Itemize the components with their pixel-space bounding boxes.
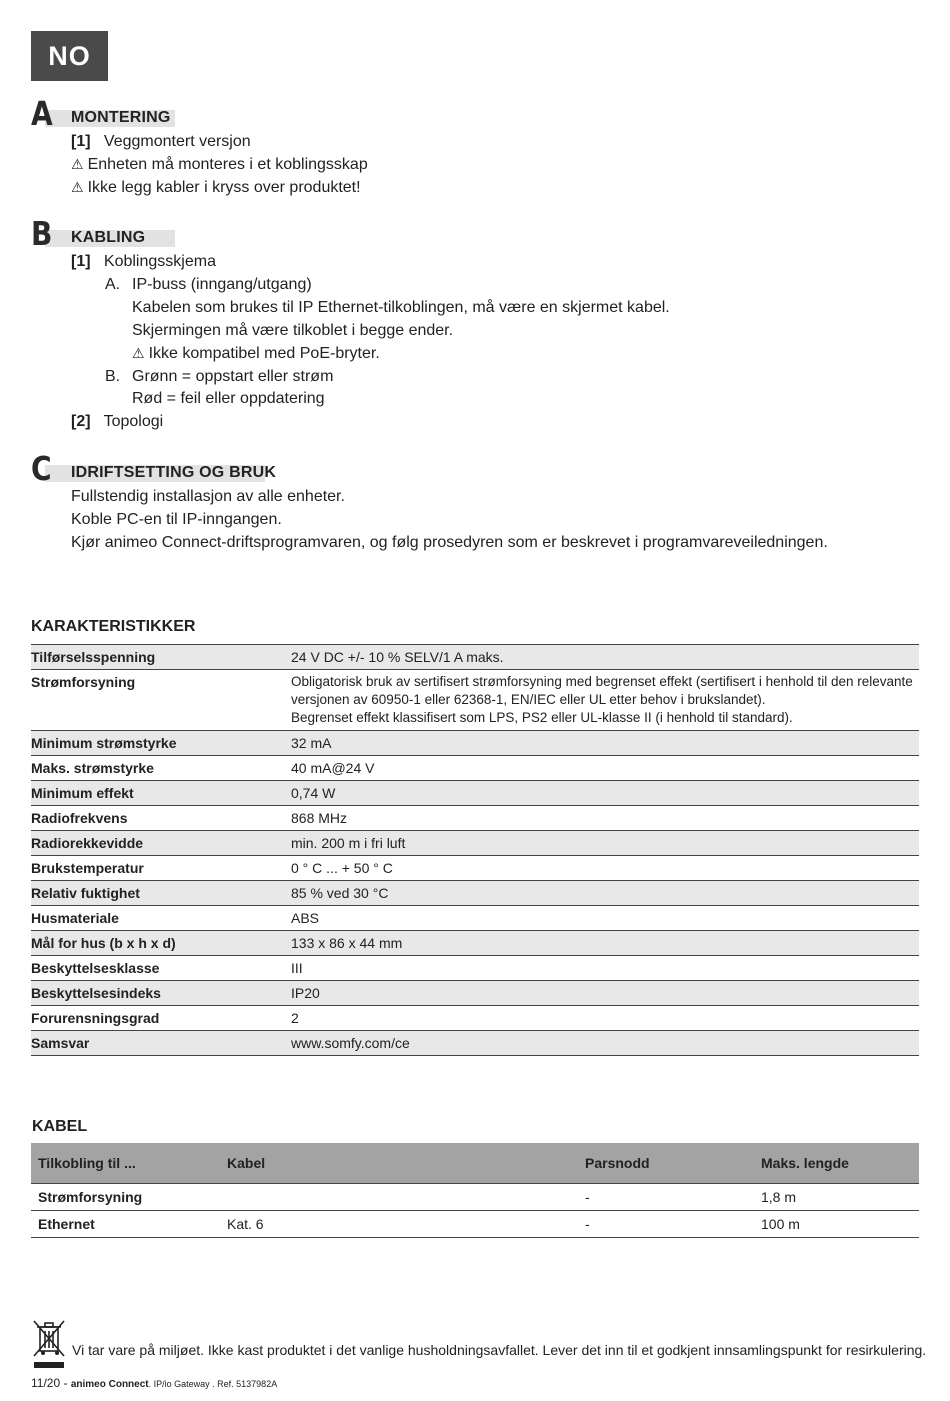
row-key: Brukstemperatur	[31, 856, 291, 881]
row-key: Husmateriale	[31, 906, 291, 931]
table-row	[31, 931, 919, 956]
item-number: [1]	[71, 253, 91, 270]
table-row	[31, 1006, 919, 1031]
table-cell: -	[578, 1184, 754, 1211]
section-c-letter: C	[31, 449, 52, 488]
row-value: 2	[291, 1006, 919, 1031]
table-row	[31, 756, 919, 781]
table-row	[31, 731, 919, 756]
row-value	[291, 670, 919, 731]
row-value: 0 ° C ... + 50 ° C	[291, 856, 919, 881]
row-key: Radiorekkevidde	[31, 831, 291, 856]
table-row	[31, 981, 919, 1006]
section-b-sub-a-line-3: Skjermingen må være tilkoblet i begge ender.	[132, 322, 454, 339]
cable-title: KABEL	[32, 1118, 88, 1135]
table-cell: 100 m	[754, 1211, 919, 1238]
section-a-item-1	[71, 132, 251, 152]
table-row	[31, 881, 919, 906]
warning-text: Ikke kompatibel med PoE-bryter.	[148, 345, 380, 362]
item-number: [2]	[71, 413, 91, 430]
row-value-line-1: Obligatorisk bruk av sertifisert strømforsyning med begrenset effekt (sertifisert i henhold til den relevante	[291, 674, 913, 689]
row-value: 85 % ved 30 °C	[291, 881, 919, 906]
product-name: animeo Connect	[70, 1379, 149, 1390]
cable-table	[31, 1143, 919, 1238]
row-value: min. 200 m i fri luft	[291, 831, 919, 856]
row-value: 133 x 86 x 44 mm	[291, 931, 919, 956]
row-value-line-2: versjonen av 60950-1 eller 62368-1, EN/IEC eller UL etter behov i brukslandet).	[291, 692, 766, 707]
product-detail: . IP/io Gateway . Ref. 5137982A	[148, 1379, 278, 1389]
warning-icon: ⚠	[71, 157, 84, 173]
section-c-title: IDRIFTSETTING OG BRUK	[71, 464, 277, 481]
row-key: Radiofrekvens	[31, 806, 291, 831]
row-key: Beskyttelsesklasse	[31, 956, 291, 981]
row-key: Maks. strømstyrke	[31, 756, 291, 781]
table-row	[31, 806, 919, 831]
row-value: www.somfy.com/ce	[291, 1031, 919, 1056]
column-header: Kabel	[220, 1143, 578, 1184]
table-row	[31, 645, 919, 670]
section-b-sub-a-line-1: IP-buss (inngang/utgang)	[132, 276, 312, 293]
row-value: 0,74 W	[291, 781, 919, 806]
row-key: Strømforsyning	[31, 670, 291, 731]
item-text: Veggmontert versjon	[103, 133, 251, 150]
row-key: Samsvar	[31, 1031, 291, 1056]
row-key: Mål for hus (b x h x d)	[31, 931, 291, 956]
section-c-line-2: Koble PC-en til IP-inngangen.	[71, 511, 282, 528]
item-text: Koblingsskjema	[103, 253, 216, 270]
table-cell	[220, 1184, 578, 1211]
weee-notice: Vi tar vare på miljøet. Ikke kast produktet i det vanlige husholdningsavfallet. Lever det inn til et godkjent innsamlingspunkt for resirkulering.	[72, 1342, 927, 1358]
section-b-title: KABLING	[71, 229, 146, 246]
page-footer	[31, 1376, 277, 1390]
row-value: 40 mA@24 V	[291, 756, 919, 781]
table-row	[31, 906, 919, 931]
table-row	[31, 1211, 919, 1238]
item-number: [1]	[71, 133, 91, 150]
characteristics-title: KARAKTERISTIKKER	[31, 618, 196, 635]
section-b-sub-a-warning	[132, 344, 380, 364]
table-header-row	[31, 1143, 919, 1184]
section-a-warning-1	[71, 155, 368, 175]
section-b-item-1	[71, 252, 216, 272]
section-b-sub-b-line-2: Rød = feil eller oppdatering	[132, 390, 325, 407]
table-cell: -	[578, 1211, 754, 1238]
section-c-line-1: Fullstendig installasjon av alle enheter.	[71, 488, 345, 505]
table-row	[31, 956, 919, 981]
section-c-line-3: Kjør animeo Connect-driftsprogramvaren, og følg prosedyren som er beskrevet i programvareveiledningen.	[71, 534, 828, 551]
footer-separator: -	[63, 1376, 68, 1390]
warning-text: Enheten må monteres i et koblingsskap	[87, 156, 368, 173]
section-b-letter: B	[31, 214, 53, 253]
column-header: Maks. lengde	[754, 1143, 919, 1184]
row-key: Tilførselsspenning	[31, 645, 291, 670]
section-a-warning-2	[71, 178, 361, 198]
weee-bin-icon	[31, 1318, 67, 1370]
row-key: Beskyttelsesindeks	[31, 981, 291, 1006]
table-cell: Strømforsyning	[31, 1184, 220, 1211]
section-b-sub-b-line-1: Grønn = oppstart eller strøm	[132, 368, 334, 385]
row-key: Forurensningsgrad	[31, 1006, 291, 1031]
characteristics-table	[31, 644, 919, 1056]
warning-icon: ⚠	[132, 346, 145, 362]
row-key: Minimum effekt	[31, 781, 291, 806]
language-badge: NO	[31, 31, 108, 81]
section-a-header	[31, 94, 291, 133]
row-value: III	[291, 956, 919, 981]
section-c-header	[31, 449, 291, 488]
column-header: Parsnodd	[578, 1143, 754, 1184]
section-a-letter: A	[31, 94, 53, 133]
table-row	[31, 856, 919, 881]
table-row	[31, 781, 919, 806]
section-b-header	[31, 214, 291, 253]
section-b-sub-a-label: A.	[105, 276, 121, 293]
section-a-title: MONTERING	[71, 109, 171, 126]
row-value: 868 MHz	[291, 806, 919, 831]
row-key: Minimum strømstyrke	[31, 731, 291, 756]
section-b-sub-b-label: B.	[105, 368, 121, 385]
page-number: 11/20	[31, 1376, 61, 1390]
warning-icon: ⚠	[71, 180, 84, 196]
table-row	[31, 831, 919, 856]
row-value: 32 mA	[291, 731, 919, 756]
table-cell: 1,8 m	[754, 1184, 919, 1211]
table-cell: Ethernet	[31, 1211, 220, 1238]
item-text: Topologi	[103, 413, 164, 430]
table-row	[31, 1184, 919, 1211]
section-b-item-2	[71, 412, 163, 432]
row-key: Relativ fuktighet	[31, 881, 291, 906]
row-value: 24 V DC +/- 10 % SELV/1 A maks.	[291, 645, 919, 670]
row-value-line-3: Begrenset effekt klassifisert som LPS, PS2 eller UL-klasse II (i henhold til standard).	[291, 710, 793, 725]
column-header: Tilkobling til ...	[31, 1143, 220, 1184]
section-b-sub-a-line-2: Kabelen som brukes til IP Ethernet-tilkoblingen, må være en skjermet kabel.	[132, 299, 670, 316]
table-cell: Kat. 6	[220, 1211, 578, 1238]
row-value: IP20	[291, 981, 919, 1006]
warning-text: Ikke legg kabler i kryss over produktet!	[87, 179, 361, 196]
row-value: ABS	[291, 906, 919, 931]
table-row	[31, 670, 919, 731]
table-row	[31, 1031, 919, 1056]
